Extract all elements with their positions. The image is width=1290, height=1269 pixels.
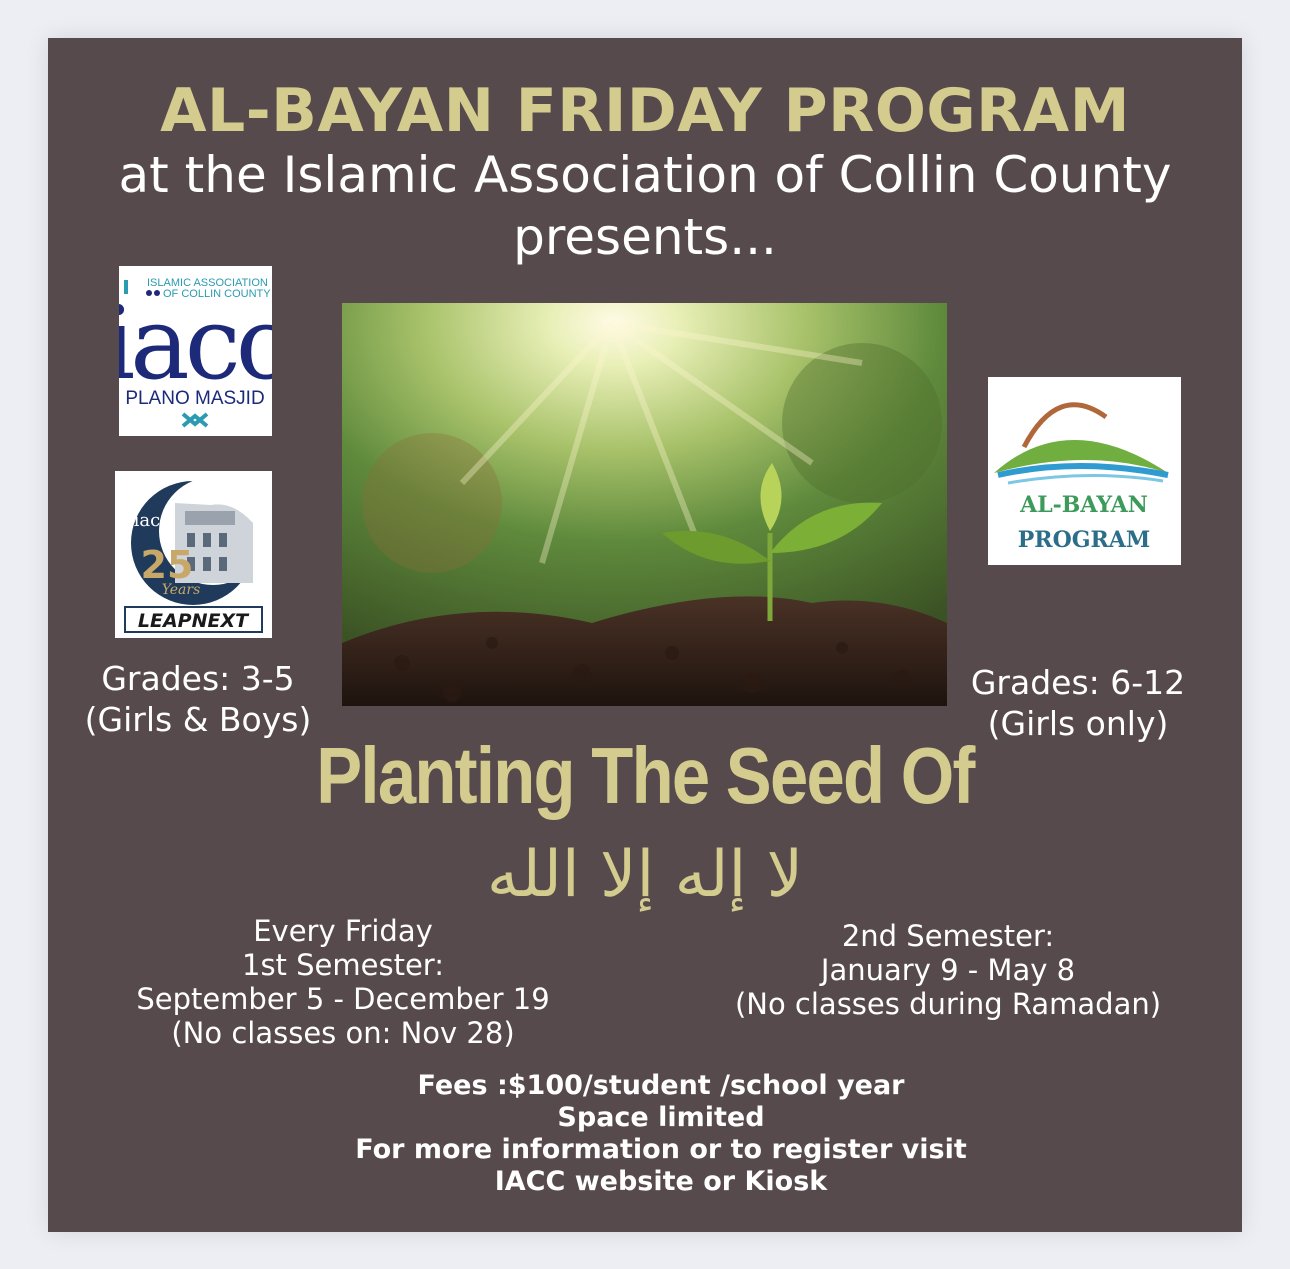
headline-title: Planting The Seed Of bbox=[316, 731, 974, 820]
grades-left-range: Grades: 3-5 bbox=[101, 659, 295, 698]
schedule-left-no-classes: (No classes on: Nov 28) bbox=[171, 1016, 515, 1050]
schedule-left-dates: September 5 - December 19 bbox=[136, 982, 550, 1016]
al-bayan-logo bbox=[988, 377, 1181, 565]
schedule-left-semester: 1st Semester: bbox=[242, 948, 444, 982]
leapnext-number: 25 bbox=[140, 543, 194, 587]
fees-line: Fees :$100/student /school year bbox=[417, 1070, 905, 1101]
space-limited-line: Space limited bbox=[557, 1102, 765, 1133]
fees-info bbox=[48, 1070, 1274, 1198]
flyer-poster bbox=[48, 38, 1242, 1232]
program-title: AL-BAYAN FRIDAY PROGRAM bbox=[160, 76, 1130, 146]
register-location-line: IACC website or Kiosk bbox=[494, 1166, 828, 1197]
iacc-top-text-1: ISLAMIC ASSOCIATION bbox=[147, 277, 268, 289]
iacc-top-text-2: OF COLLIN COUNTY bbox=[163, 288, 271, 300]
headline-arabic: لا إله إلا الله bbox=[486, 838, 804, 912]
grades-left-audience: (Girls & Boys) bbox=[84, 700, 312, 739]
leapnext-years: Years bbox=[161, 582, 201, 598]
subtitle-line-1: at the Islamic Association of Collin County bbox=[118, 146, 1172, 204]
al-bayan-line-1: AL-BAYAN bbox=[1020, 492, 1148, 518]
al-bayan-line-2: PROGRAM bbox=[1017, 527, 1151, 553]
seedling-photo bbox=[342, 303, 947, 706]
leapnext-small-text: iacc bbox=[133, 510, 171, 531]
leapnext-25-years-logo bbox=[115, 471, 272, 638]
seedling-photo-graphic bbox=[342, 303, 947, 706]
schedule-right-semester: 2nd Semester: bbox=[841, 919, 1055, 953]
schedule-right-no-classes: (No classes during Ramadan) bbox=[734, 987, 1162, 1021]
leapnext-banner: LEAPNEXT bbox=[137, 610, 249, 632]
register-info-line: For more information or to register visit bbox=[355, 1134, 967, 1165]
grades-left bbox=[68, 658, 328, 740]
schedule-right-dates: January 9 - May 8 bbox=[820, 953, 1076, 987]
subtitle-line-2: presents... bbox=[513, 208, 777, 266]
iacc-wordmark: acc bbox=[130, 285, 272, 402]
iacc-bottom-text: PLANO MASJID bbox=[125, 388, 265, 409]
schedule-left-every-friday: Every Friday bbox=[253, 914, 433, 948]
iacc-logo bbox=[119, 266, 272, 436]
schedule-left bbox=[108, 914, 578, 1050]
al-bayan-logo-graphic bbox=[988, 377, 1181, 565]
grades-right-audience: (Girls only) bbox=[987, 704, 1169, 743]
leapnext-logo-graphic bbox=[115, 471, 272, 638]
iacc-logo-graphic bbox=[119, 266, 272, 436]
schedule-right bbox=[703, 919, 1193, 1021]
grades-right-range: Grades: 6-12 bbox=[970, 663, 1186, 702]
